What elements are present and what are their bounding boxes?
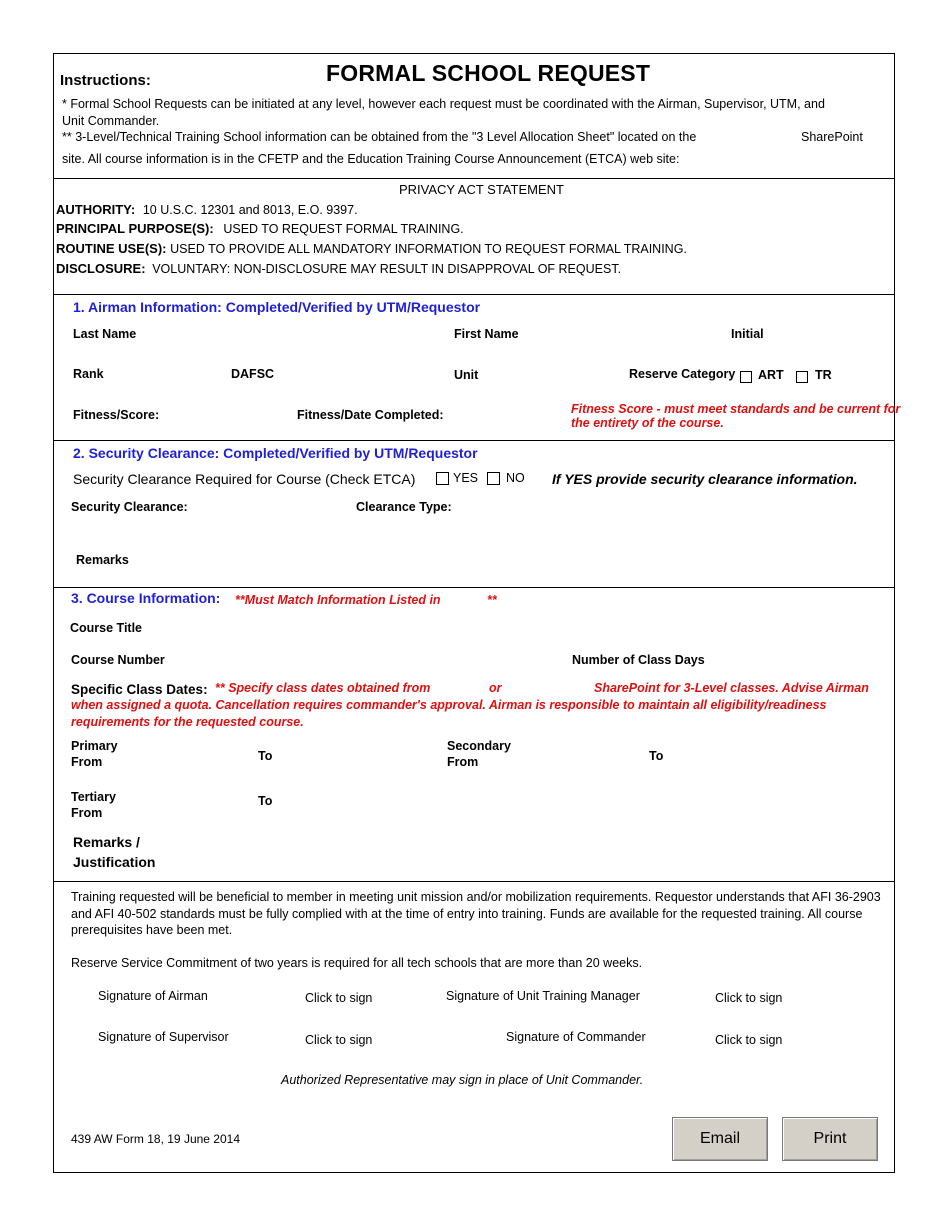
secondary-label: Secondary [447,739,511,753]
print-button[interactable]: Print [782,1117,878,1161]
remarks-label: Remarks / [73,834,140,850]
divider [53,294,895,295]
divider [53,881,895,882]
sig-utm-field[interactable]: Click to sign [715,991,783,1005]
tertiary-to-label: To [258,794,273,808]
sig-supervisor-label: Signature of Supervisor [98,1030,229,1044]
must-match-note: **Must Match Information Listed in [235,593,441,607]
tr-checkbox[interactable] [796,371,808,383]
reserve-category-label: Reserve Category [629,367,736,381]
initial-label: Initial [731,327,764,341]
instruction-line-4: site. All course information is in the CFETP and the Education Training Course Announcement (ETCA) web site: [62,152,680,166]
section2-heading: 2. Security Clearance: Completed/Verified by UTM/Requestor [73,445,478,461]
commitment-note: Reserve Service Commitment of two years is required for all tech schools that are more than 20 weeks. [71,956,643,970]
authority-text: 10 U.S.C. 12301 and 8013, E.O. 9397. [142,203,358,217]
tertiary-label: Tertiary [71,790,116,804]
specific-dates-label: Specific Class Dates: [71,682,208,697]
art-label: ART [758,368,784,382]
instruction-line-3: ** 3-Level/Technical Training School information can be obtained from the "3 Level Allocation Sheet" located on the [62,130,697,144]
section1-heading: 1. Airman Information: Completed/Verified by UTM/Requestor [73,299,481,315]
divider [53,440,895,441]
fitness-note-1: Fitness Score - must meet standards and be current for [571,402,901,416]
privacy-heading: PRIVACY ACT STATEMENT [399,182,564,197]
purpose-text: USED TO REQUEST FORMAL TRAINING. [223,222,464,236]
class-days-label: Number of Class Days [572,653,705,667]
routine-label: ROUTINE USE(S): [56,241,167,256]
fitness-note-2: the entirety of the course. [571,416,724,430]
form-id: 439 AW Form 18, 19 June 2014 [71,1132,240,1146]
dates-note-2: when assigned a quota. Cancellation requires commander's approval. Airman is responsible to maintain all eligibility/readiness [71,698,827,712]
disclosure-text: VOLUNTARY: NON-DISCLOSURE MAY RESULT IN DISAPPROVAL OF REQUEST. [152,262,622,276]
sig-commander-label: Signature of Commander [506,1030,646,1044]
tertiary-from-label: From [71,806,103,820]
clearance-type-label: Clearance Type: [356,500,452,514]
clearance-required-label: Security Clearance Required for Course (Check ETCA) [73,471,416,487]
if-yes-note: If YES provide security clearance information. [552,471,858,487]
no-checkbox[interactable] [487,472,500,485]
secondary-to-label: To [649,749,664,763]
security-clearance-label: Security Clearance: [71,500,188,514]
sharepoint-link[interactable]: SharePoint [801,130,863,144]
instruction-line-1: * Formal School Requests can be initiated at any level, however each request must be coordinated with the Airman, Supervisor, UTM, and [62,97,825,111]
section3-heading: 3. Course Information: [71,590,221,606]
secondary-from-label: From [447,755,479,769]
page-title: FORMAL SCHOOL REQUEST [326,60,651,86]
dates-note-a: ** Specify class dates obtained from [215,681,431,695]
fitness-score-label: Fitness/Score: [73,408,160,422]
purpose-label: PRINCIPAL PURPOSE(S): [56,221,214,236]
unit-label: Unit [454,368,479,382]
email-button[interactable]: Email [672,1117,768,1161]
sig-utm-label: Signature of Unit Training Manager [446,989,640,1003]
sig-supervisor-field[interactable]: Click to sign [305,1033,373,1047]
dates-note-or: or [489,681,502,695]
fitness-date-label: Fitness/Date Completed: [297,408,444,422]
authority-label: AUTHORITY: [56,202,136,217]
divider [53,178,895,179]
dates-note-b: SharePoint for 3-Level classes. Advise Airman [594,681,869,695]
first-name-label: First Name [454,327,519,341]
rank-label: Rank [73,367,104,381]
training-statement: Training requested will be beneficial to member in meeting unit mission and/or mobilization requirements. Requestor understands that AFI 36-2903 and AFI 40-502 standards must be fully complied with at the time of entry into training. Funds are available for the requested training. All course prerequisites have been met. [71,890,881,937]
no-label: NO [506,471,525,485]
instruction-line-2: Unit Commander. [62,114,160,128]
instructions-label: Instructions: [60,72,151,89]
art-checkbox[interactable] [740,371,752,383]
disclosure-label: DISCLOSURE: [56,261,146,276]
security-remarks-label: Remarks [76,553,129,567]
justification-label: Justification [73,854,156,870]
routine-text: USED TO PROVIDE ALL MANDATORY INFORMATION TO REQUEST FORMAL TRAINING. [170,242,687,256]
yes-label: YES [453,471,479,485]
primary-label: Primary [71,739,118,753]
course-title-label: Course Title [70,621,143,635]
tr-label: TR [815,368,832,382]
dafsc-label: DAFSC [231,367,275,381]
sig-airman-label: Signature of Airman [98,989,208,1003]
divider [53,587,895,588]
dates-note-3: requirements for the requested course. [71,715,304,729]
yes-checkbox[interactable] [436,472,449,485]
sig-airman-field[interactable]: Click to sign [305,991,373,1005]
authorized-note: Authorized Representative may sign in place of Unit Commander. [281,1073,644,1087]
primary-from-label: From [71,755,103,769]
course-number-label: Course Number [71,653,165,667]
sig-commander-field[interactable]: Click to sign [715,1033,783,1047]
last-name-label: Last Name [73,327,137,341]
primary-to-label: To [258,749,273,763]
must-match-note-end: ** [487,593,497,607]
